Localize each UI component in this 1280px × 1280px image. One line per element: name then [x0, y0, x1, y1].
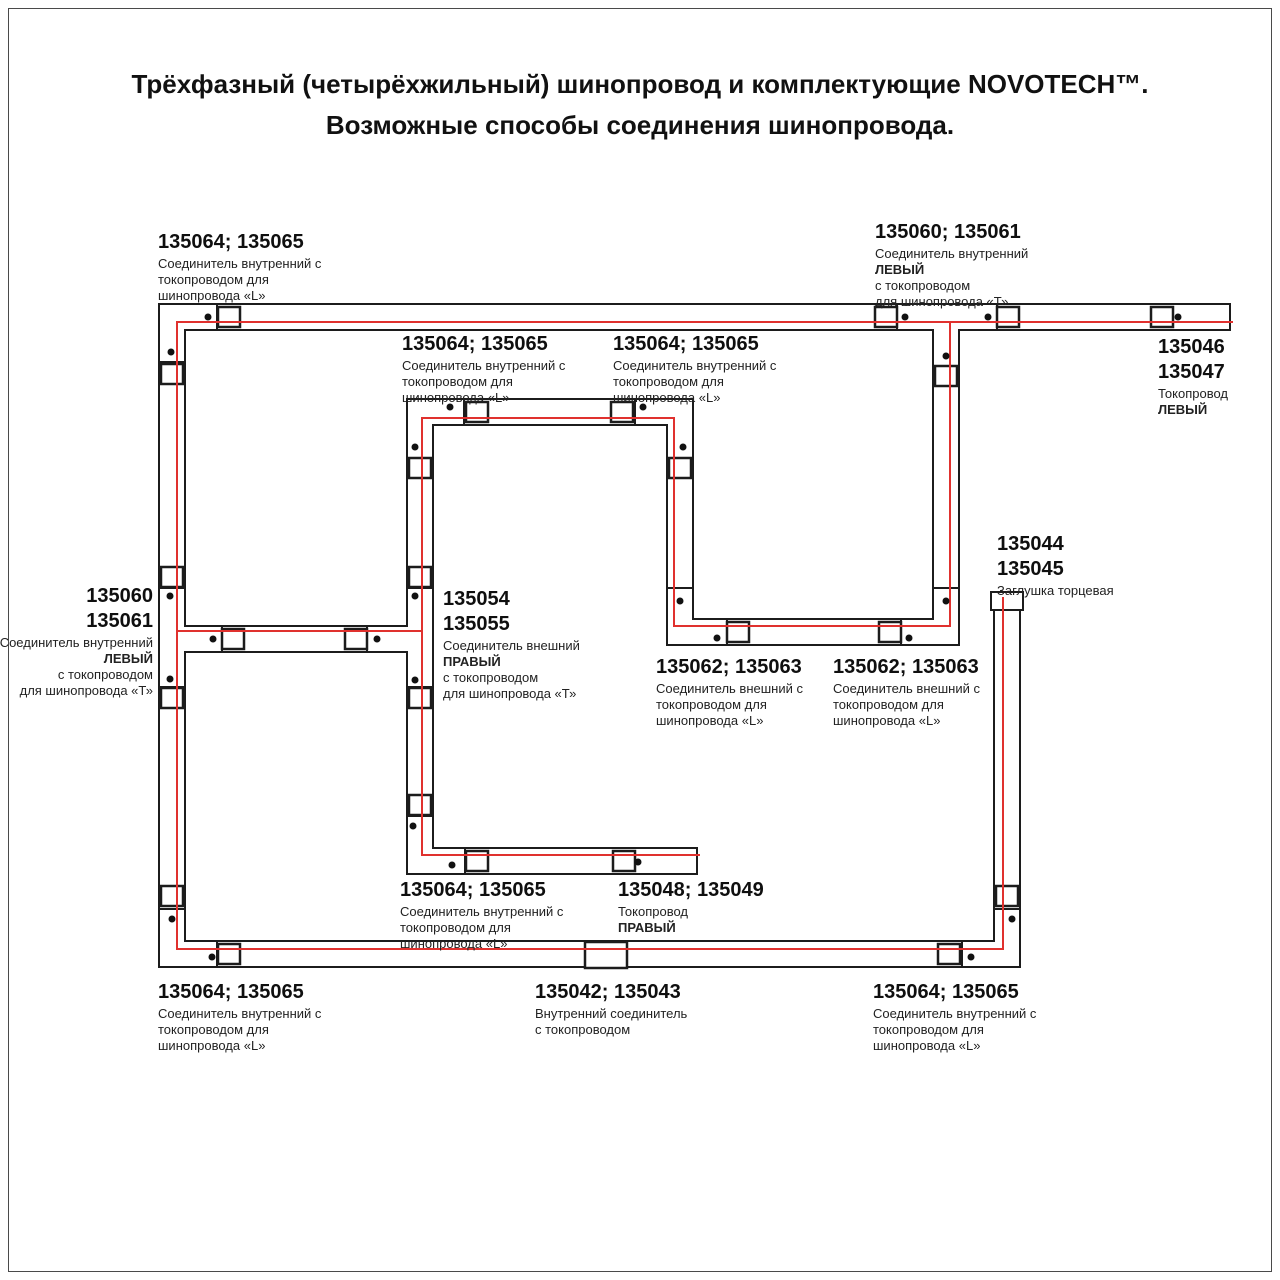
label-connector-inner-center-bottom: 135042; 135043 Внутренний соединитель с токопроводом [535, 981, 688, 1037]
label-connector-outer-right-T: 135054 135055 Соединитель внешний ПРАВЫЙ с токопроводом для шинопровода «Т» [443, 588, 580, 701]
inner-connector-with-feed [585, 942, 627, 968]
label-connector-outer-L-right: 135062; 135063 Соединитель внешний с токопроводом для шинопровода «L» [833, 656, 980, 728]
label-end-cap: 135044 135045 Заглушка торцевая [997, 533, 1114, 598]
title-line-1: Трёхфазный (четырёхжильный) шинопровод и комплектующие NOVOTECH™. [131, 69, 1149, 99]
label-connector-inner-L-mid-left: 135064; 135065 Соединитель внутренний с токопроводом для шинопровода «L» [402, 333, 566, 405]
label-connector-inner-L-top-left: 135064; 135065 Соединитель внутренний с токопроводом для шинопровода «L» [158, 231, 322, 303]
label-connector-inner-L-bottom-left: 135064; 135065 Соединитель внутренний с токопроводом для шинопровода «L» [158, 981, 322, 1053]
label-power-feed-right: 135048; 135049 Токопровод ПРАВЫЙ [618, 879, 764, 935]
label-connector-inner-left-T-left: 135060 135061 Соединитель внутренний ЛЕВЫЙ с токопроводом для шинопровода «Т» [0, 585, 153, 698]
label-connector-inner-L-bottom-inner: 135064; 135065 Соединитель внутренний с токопроводом для шинопровода «L» [400, 879, 564, 951]
corner-bottom-left [159, 909, 217, 967]
label-connector-inner-left-T-top: 135060; 135061 Соединитель внутренний ЛЕВЫЙ с токопроводом для шинопровода «Т» [875, 221, 1029, 309]
label-connector-inner-L-mid-right: 135064; 135065 Соединитель внутренний с токопроводом для шинопровода «L» [613, 333, 777, 405]
title-line-2: Возможные способы соединения шинопровода. [325, 110, 955, 140]
label-power-feed-left: 135046 135047 Токопровод ЛЕВЫЙ [1158, 336, 1229, 417]
label-connector-inner-L-bottom-right: 135064; 135065 Соединитель внутренний с токопроводом для шинопровода «L» [873, 981, 1037, 1053]
corner-top-left [159, 304, 217, 362]
label-connector-outer-L-left: 135062; 135063 Соединитель внешний с токопроводом для шинопровода «L» [656, 656, 803, 728]
